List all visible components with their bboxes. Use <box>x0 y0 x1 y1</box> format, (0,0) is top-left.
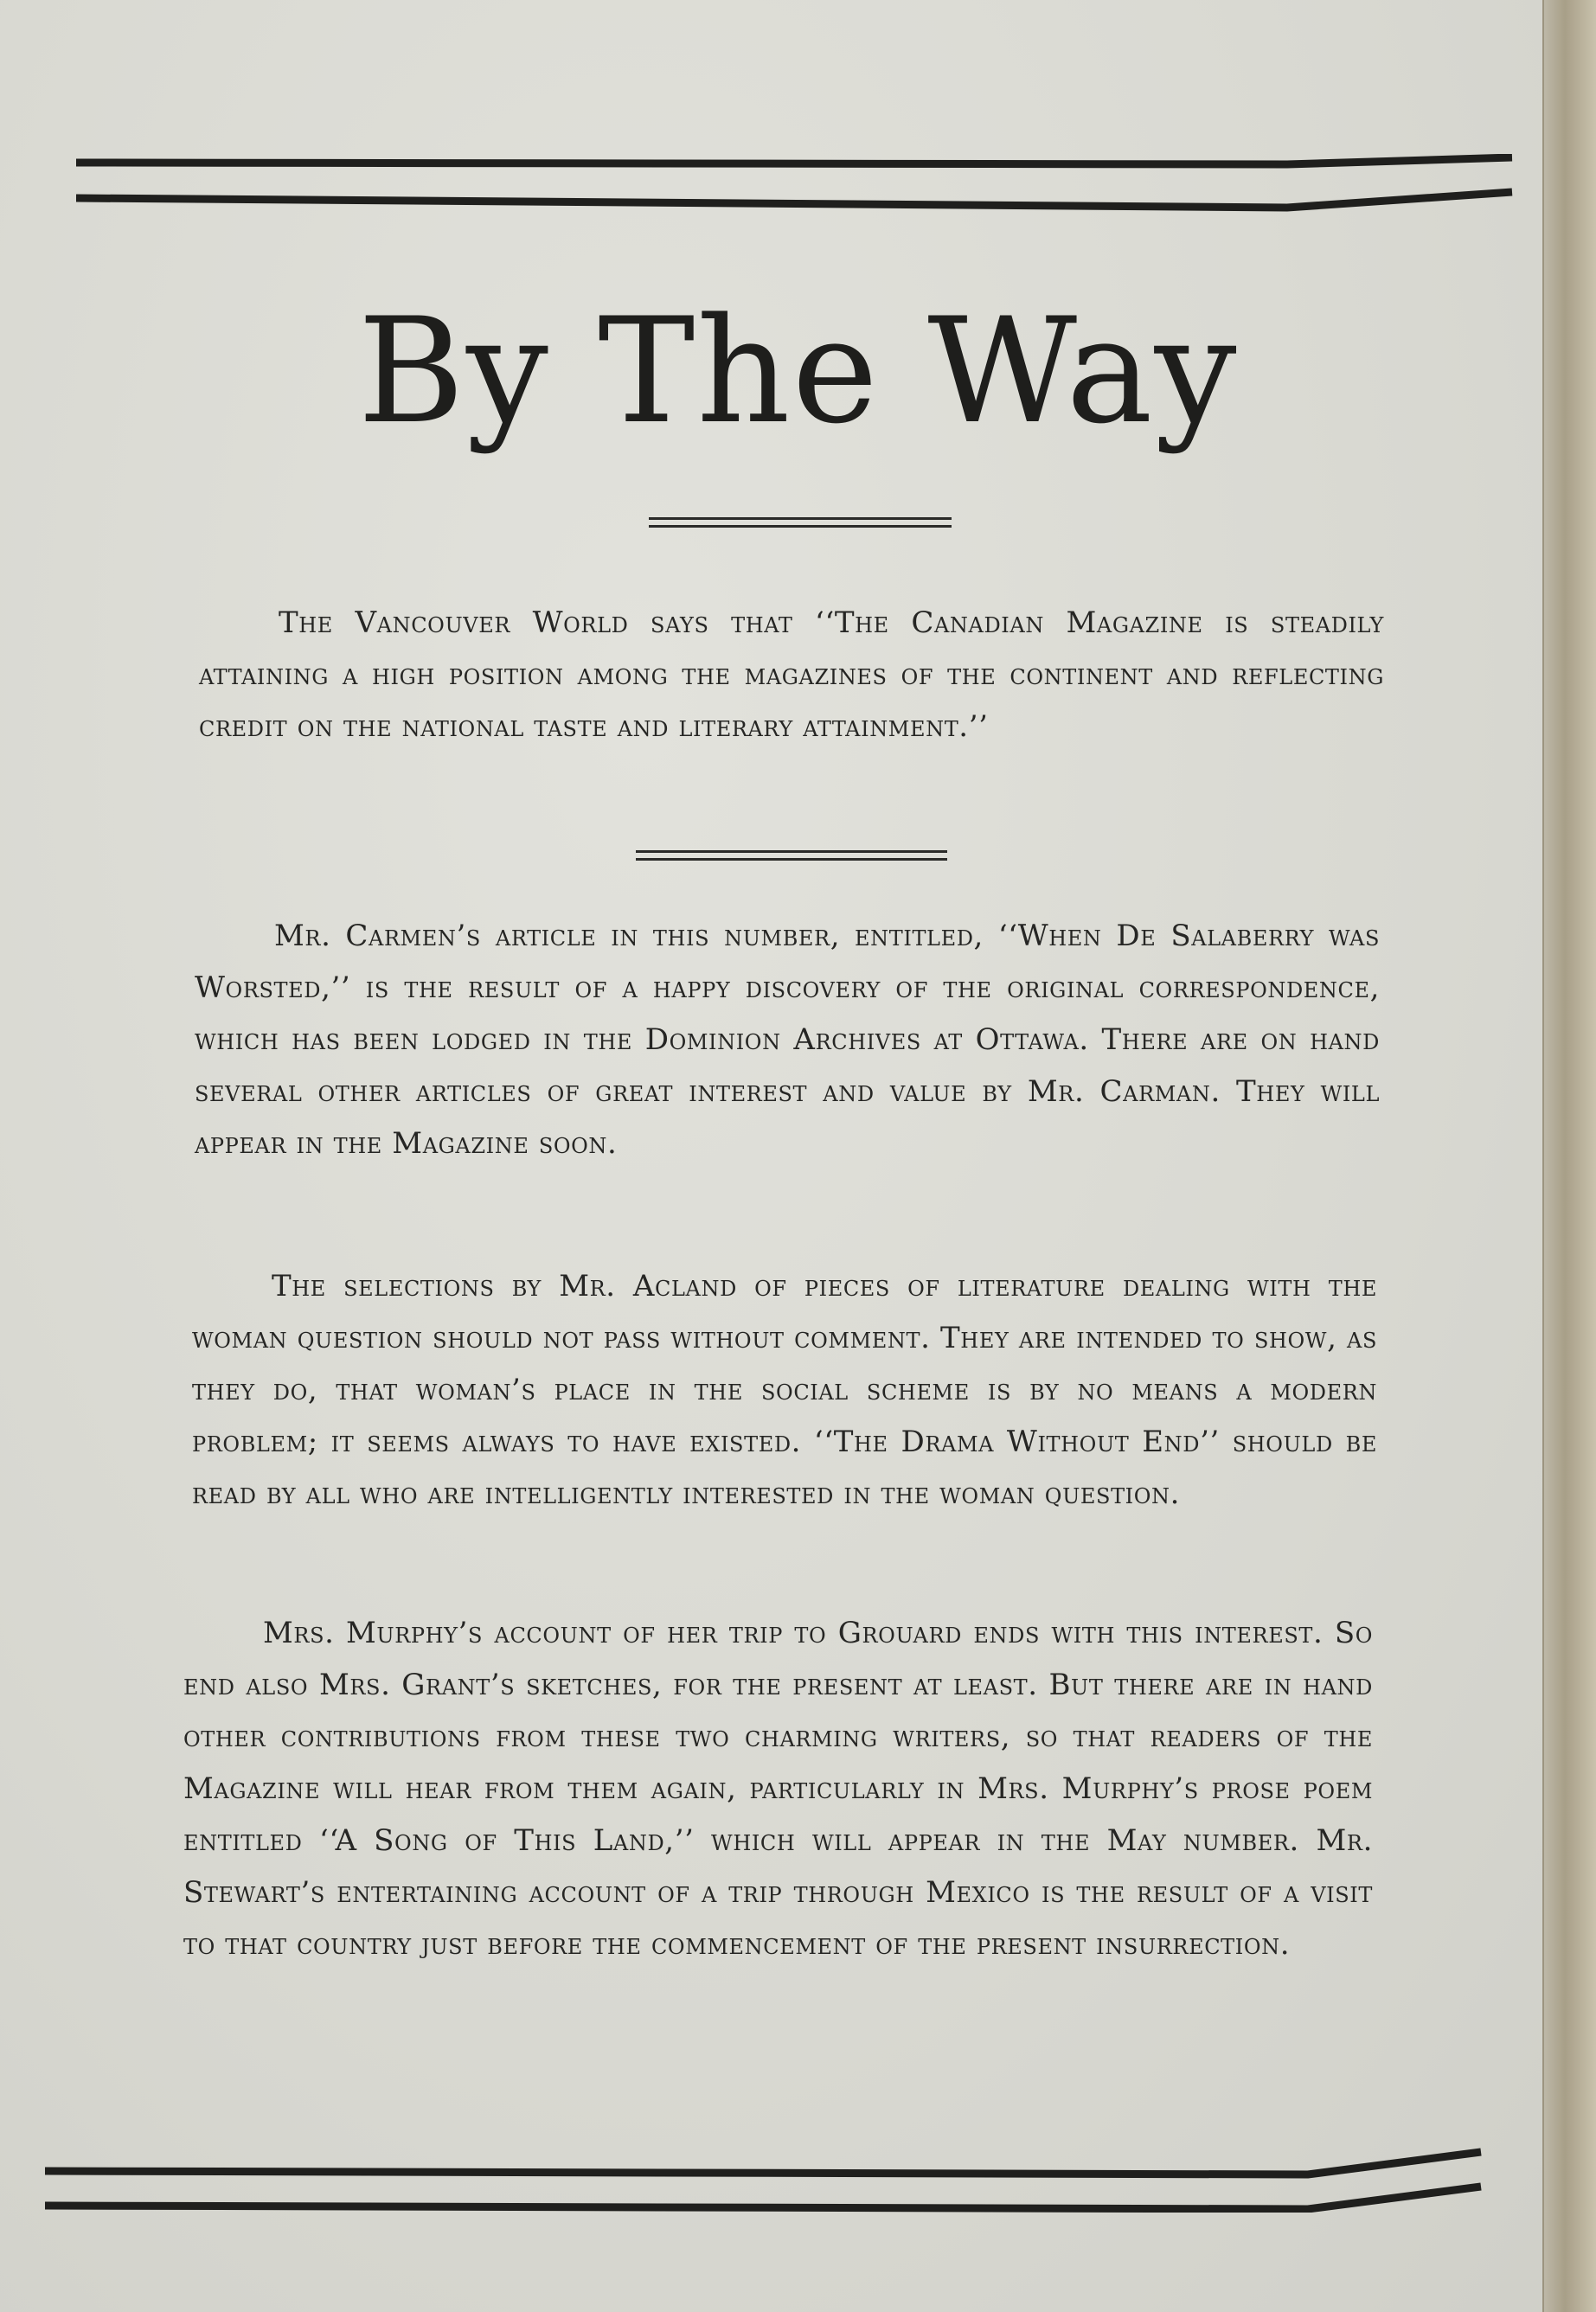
paragraph-1: The Vancouver World says that ‘‘The Canadian Magazine is steadily attaining a high position among the magazines of the continent and reflecting credit on the national taste and literary attainment.’’ <box>199 605 1384 744</box>
section-divider <box>636 850 947 861</box>
title-divider <box>649 517 952 528</box>
paragraph-3: The selections by Mr. Acland of pieces of literature dealing with the woman question should not pass without comment. They are intended to show, as they do, that woman’s place in the social scheme is by no means a modern problem; it seems always to have existed. ‘‘The Drama Without End’’ should be read by all who are intelligently interested in the woman question. <box>192 1269 1378 1511</box>
paragraph-4: Mrs. Murphy’s account of her trip to Grouard ends with this interest. So end also Mrs. Grant’s sketches, for the present at least. But there are in hand other contributions from these two charming writers, so that readers of the Magazine will hear from them again, particularly in Mrs. Murphy’s prose poem entitled ‘‘A Song of This Land,’’ which will appear in the May number. Mr. Stewart’s entertaining account of a trip through Mexico is the result of a visit to that country just before the commencement of the present insurrection. <box>183 1616 1373 1962</box>
bottom-border-rules <box>45 2143 1485 2213</box>
top-border-rules <box>76 154 1516 215</box>
page-title: By The Way <box>357 286 1239 456</box>
paragraph-2: Mr. Carmen’s article in this number, entitled, ‘‘When De Salaberry was Worsted,’’ is the result of a happy discovery of the original correspondence, which has been lodged in the Dominion Archives at Ottawa. There are on hand several other articles of great interest and value by Mr. Carman. They will appear in the Magazine soon. <box>195 919 1380 1161</box>
